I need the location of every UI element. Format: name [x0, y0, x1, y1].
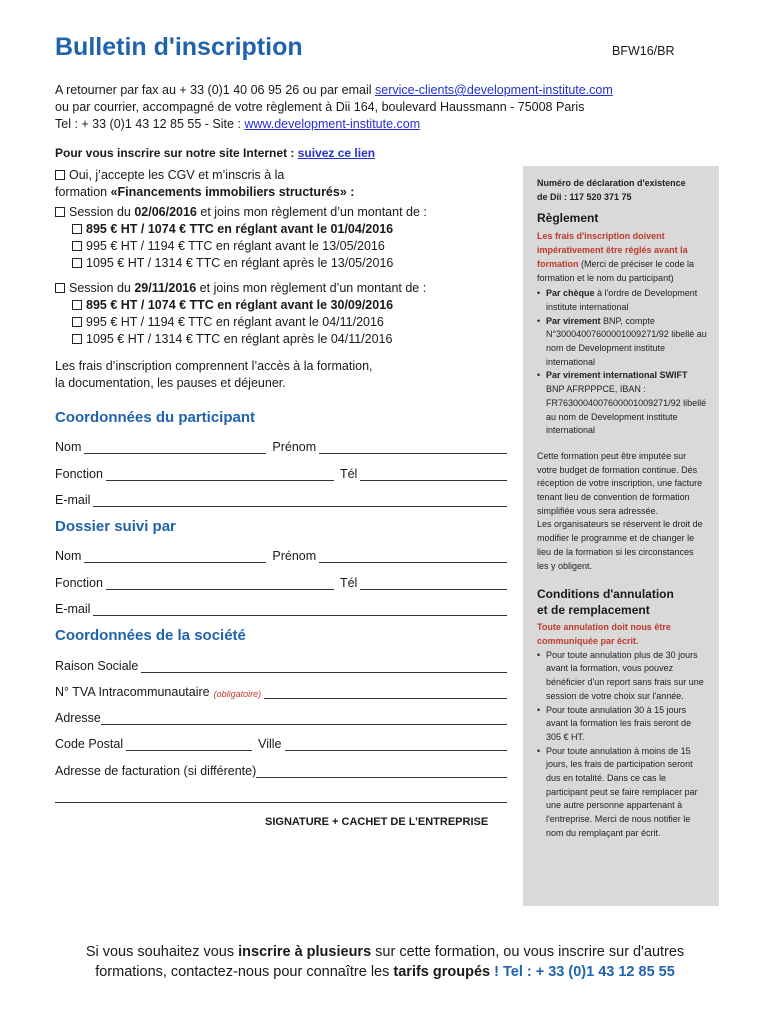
participant-fonction-input[interactable] [106, 470, 334, 481]
adresse-input[interactable] [101, 714, 507, 725]
session-2: Session du 29/11/2016 et joins mon règlement d’un montant de : 895 € HT / 1074 € TTC en réglant avant le 30/09/2016 995 € HT / 1194 € TTC en réglant avant le 04/11/2016 1095 € HT / 1314 € TTC en réglant après le 04/11/2016 [55, 280, 515, 348]
participant-tel-input[interactable] [360, 470, 507, 481]
dossier-email-input[interactable] [93, 605, 507, 616]
cgv-checkbox[interactable] [55, 170, 65, 180]
register-link[interactable]: suivez ce lien [297, 146, 376, 160]
dossier-heading: Dossier suivi par [55, 518, 176, 535]
participant-heading: Coordonnées du participant [55, 409, 256, 426]
participant-nom-input[interactable] [84, 443, 266, 454]
price-option-checkbox[interactable] [72, 317, 82, 327]
page-title: Bulletin d'inscription [55, 33, 303, 61]
dossier-email-row: E-mail [55, 599, 507, 616]
registration-block: Oui, j’accepte les CGV et m’inscris à la formation «Financements immobiliers structurés» : Session du 02/06/2016 et joins mon règlement d’un montant de : 895 € HT / 1074 € TTC en réglant avant le 01/04/2016 995 € HT / 1194 € TTC en réglant avant le 13/05/2016 1095 € HT / 1314 € TTC en réglant après le 13/05/2016 Session du 29/11/2016 et joins mon règlement d’un montant de : 895 € HT / 1074 € TTC en réglant avant le 30/09/2016 995 € HT / 1194 € TTC en réglant avant le 04/11/2016 1095 € HT / 1314 € TTC en réglant après le 04/11/2016 Les frais d’inscription comprennent l’accès à la formation, la documentation, les pauses et déjeuner. [55, 167, 515, 392]
cancel-notice: Toute annulation doit nous être communiquée par écrit. [537, 622, 671, 646]
dossier-prenom-input[interactable] [319, 552, 507, 563]
tva-row: N° TVA Intracommunautaire (obligatoire) [55, 682, 507, 699]
info-sidebar: Numéro de déclaration d'existence de Dii : 117 520 371 75 Règlement Les frais d'inscription doivent impérativement être réglés avant la formation (Merci de préciser le code la formation et le nom du participant) • Par chèque à l'ordre de Development institute international • Par virement BNP, compte N°30004007600001009271/92 libellé au nom de Development institute international • Par virement international SWIFT BNP AFRPPPCE, IBAN : FR7630004007600001009271/92 libellé au nom de Development institute international Cette formation peut être imputée sur votre budget de formation continue. Dès réception de votre inscription, une facture tenant lieu de convention de formation simplifiée vous sera adressée. Les organisateurs se réservent le droit de modifier le programme et de changer le lieu de la formation si les circonstances les y obligent. Conditions d'annulation et de remplacement Toute annulation doit nous être communiquée par écrit. • Pour toute annulation plus de 30 jours avant la formation, vous pouvez bénéficier d'un report sans frais sur une session de votre choix sur l'année. • Pour toute annulation 30 à 15 jours avant la formation les frais seront de 305 € HT. • Pour toute annulation à moins de 15 jours, les frais de participation seront dus en totalité. Dans ce cas le participant peut se faire remplacer par une autre personne appartenant à l'entreprise. Merci de nous notifier le nom du remplaçant par écrit. [523, 166, 719, 906]
organizer-note: Les organisateurs se réservent le droit de modifier le programme et de changer le lieu de la formation si les circonstances les y obligent. [537, 519, 703, 571]
raison-sociale-row: Raison Sociale [55, 656, 507, 673]
website-link[interactable]: www.development-institute.com [244, 117, 421, 131]
dossier-fonction-row: Fonction Tél [55, 573, 507, 590]
reglement-heading: Règlement [537, 211, 599, 226]
email-link[interactable]: service-clients@development-institute.com [375, 83, 613, 97]
fees-note: Les frais d’inscription comprennent l’accès à la formation, la documentation, les pauses et déjeuner. [55, 359, 373, 390]
form-reference: BFW16/BR [612, 44, 675, 58]
price-option-checkbox[interactable] [72, 224, 82, 234]
reglement-note: Les frais d'inscription doivent impérativement être réglés avant la formation (Merci de préciser le code la formation et le nom du participant) [537, 231, 695, 283]
cancel-heading: Conditions d'annulation et de remplacement [537, 587, 674, 618]
tva-input[interactable] [264, 688, 507, 699]
facturation-input[interactable] [256, 767, 507, 778]
list-item: • Pour toute annulation à moins de 15 jours, les frais de participation seront dus en totalité. Dans ce cas le participant peut se faire remplacer par une autre personne appartenant à l'entreprise. Merci de nous notifier le nom du remplaçant par écrit. [537, 745, 707, 841]
list-item: • Pour toute annulation plus de 30 jours avant la formation, vous pouvez bénéficier d'un report sans frais sur une session de votre choix sur l'année. [537, 649, 707, 704]
tva-required-note: (obligatoire) [213, 689, 262, 699]
societe-heading: Coordonnées de la société [55, 627, 246, 644]
list-item: • Par chèque à l'ordre de Development institute international [537, 287, 707, 314]
facturation-extra-line[interactable] [55, 802, 507, 803]
price-option-checkbox[interactable] [72, 241, 82, 251]
price-option-checkbox[interactable] [72, 334, 82, 344]
footer-phone: Tel : + 33 (0)1 43 12 85 55 [502, 964, 675, 980]
dossier-tel-input[interactable] [360, 579, 507, 590]
ville-input[interactable] [285, 740, 507, 751]
adresse-row: Adresse [55, 708, 507, 725]
dossier-nom-input[interactable] [84, 552, 266, 563]
contact-block: A retourner par fax au + 33 (0)1 40 06 95 26 ou par email service-clients@development-institute.com ou par courrier, accompagné de votre règlement à Dii 164, boulevard Haussmann - 75008 Paris Tel : + 33 (0)1 43 12 85 55 - Site : www.development-institute.com [55, 83, 613, 131]
price-option-checkbox[interactable] [72, 300, 82, 310]
facturation-row: Adresse de facturation (si différente) [55, 761, 507, 778]
session-1: Session du 02/06/2016 et joins mon règlement d’un montant de : 895 € HT / 1074 € TTC en réglant avant le 01/04/2016 995 € HT / 1194 € TTC en réglant avant le 13/05/2016 1095 € HT / 1314 € TTC en réglant après le 13/05/2016 [55, 204, 515, 272]
session-2-checkbox[interactable] [55, 283, 65, 293]
signature-label: SIGNATURE + CACHET DE L’ENTREPRISE [265, 816, 489, 828]
code-postal-input[interactable] [126, 740, 252, 751]
online-register-line: Pour vous inscrire sur notre site Internet : suivez ce lien [55, 146, 376, 160]
participant-email-input[interactable] [93, 496, 507, 507]
list-item: • Pour toute annulation 30 à 15 jours avant la formation les frais seront de 305 € HT. [537, 704, 707, 745]
dossier-name-row: Nom Prénom [55, 546, 507, 563]
participant-prenom-input[interactable] [319, 443, 507, 454]
participant-fonction-row: Fonction Tél [55, 464, 507, 481]
list-item: • Par virement international SWIFT BNP AFRPPPCE, IBAN : FR7630004007600001009271/92 libellé au nom de Development institute international [537, 369, 707, 438]
participant-name-row: Nom Prénom [55, 437, 507, 454]
price-option-checkbox[interactable] [72, 258, 82, 268]
cancel-conditions [537, 649, 707, 841]
footer-note: Si vous souhaitez vous inscrire à plusieurs sur cette formation, ou vous inscrire sur d'autres formations, contactez-nous pour connaître les tarifs groupés ! Tel : + 33 (0)1 43 12 85 55 [85, 944, 685, 980]
code-postal-row: Code Postal Ville [55, 734, 507, 751]
dossier-fonction-input[interactable] [106, 579, 334, 590]
list-item: • Par virement BNP, compte N°30004007600001009271/92 libellé au nom de Development institute international [537, 315, 707, 370]
participant-email-row: E-mail [55, 490, 507, 507]
raison-sociale-input[interactable] [141, 662, 507, 673]
payment-methods [537, 287, 707, 438]
session-1-checkbox[interactable] [55, 207, 65, 217]
training-info: Cette formation peut être imputée sur votre budget de formation continue. Dès réception de votre inscription, une facture tenant lieu de convention de formation simplifiée vous sera adressée. [537, 450, 703, 516]
